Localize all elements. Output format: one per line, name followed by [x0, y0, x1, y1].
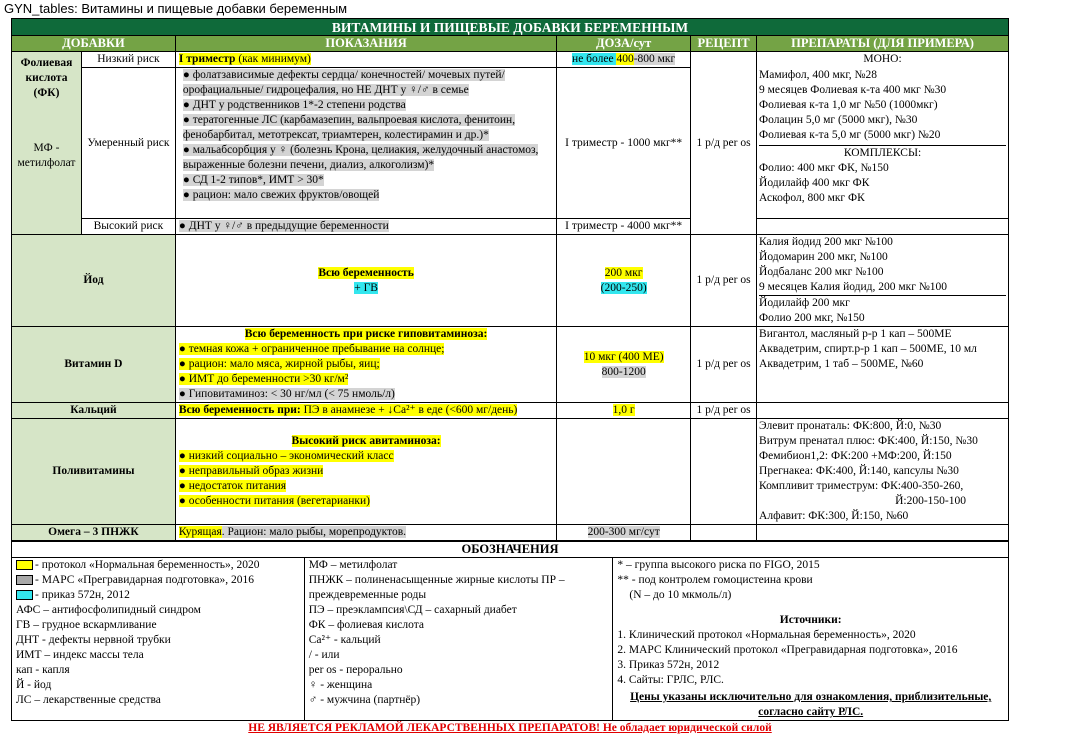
iodine-drugs [757, 235, 1009, 327]
legend-item: Ca²⁺ - кальций [308, 634, 381, 646]
legend-item: ГВ – грудное вскармливание [16, 619, 157, 631]
empty-cell [691, 525, 757, 541]
folic-mod-risk: Умеренный риск [81, 68, 175, 219]
drug-item: Фолиевая к-та 1,0 мг №50 (1000мкг) [759, 98, 938, 111]
omega-indication: Курящая. Рацион: мало рыбы, морепродуктов. [175, 525, 556, 541]
prices-note: Цены указаны исключительно для ознакомления, приблизительные, согласно сайту РЛС. [630, 691, 992, 718]
legend-table [11, 541, 1009, 721]
drug-item: Фолио: 400 мкг ФК, №150 [759, 161, 889, 174]
empty-cell [691, 419, 757, 525]
iodine-dose: 200 мкг (200-250) [557, 235, 691, 327]
gray-swatch [16, 575, 33, 585]
iodine-name: Йод [12, 235, 176, 327]
multi-name: Поливитамины [12, 419, 176, 525]
drug-item: 9 месяцев Фолиевая к-та 400 мкг №30 [759, 83, 947, 96]
drug-item: 9 месяцев Калия йодид, 200 мкг №100 [759, 280, 1006, 296]
folic-mod-item: ● фолатзависимые дефекты сердца/ конечностей/ мочевых путей/ орофациальные/ гидроцефалия, но НЕ ДНТ у ♀/♂ в семье [182, 69, 505, 96]
legend-item: ИМТ – индекс массы тела [16, 649, 144, 661]
folic-high-indication: ● ДНТ у ♀/♂ в предыдущие беременности [175, 219, 556, 235]
drug-item: Мамифол, 400 мкг, №28 [759, 68, 877, 81]
drug-item: Фолиевая к-та 5,0 мг (5000 мкг) №20 [759, 128, 941, 141]
main-table [11, 18, 1009, 541]
folic-high-dose: I триместр - 4000 мкг** [557, 219, 691, 235]
tab-title[interactable]: GYN_tables: Витамины и пищевые добавки беременным [4, 1, 348, 16]
legend-item: (N – до 10 мкмоль/л) [629, 589, 732, 601]
legend-col2 [304, 558, 613, 721]
vitd-drugs [757, 327, 1009, 403]
drug-item: Аквадетрим, спирт.р-р 1 кап – 500МЕ, 10 мл [759, 343, 977, 355]
header-supplements: ДОБАВКИ [12, 36, 176, 52]
page [11, 18, 1009, 736]
folic-mod-item: ● СД 1-2 типов*, ИМТ > 30* [182, 174, 324, 186]
folic-mod-item: ● тератогенные ЛС (карбамазепин, вальпроевая кислота, фенитоин, фенобарбитал, метотрексат, триамтерен, колестирамин и др.)* [182, 114, 516, 141]
vitd-recipe: 1 р/д per os [691, 327, 757, 403]
header-drugs: ПРЕПАРАТЫ (ДЛЯ ПРИМЕРА) [757, 36, 1009, 52]
drug-item: Элевит пронаталь: ФК:800, Й:0, №30 [759, 420, 942, 432]
cyan-swatch [16, 590, 33, 600]
drug-item: Аквадетрим, 1 таб – 500МЕ, №60 [759, 358, 924, 370]
footer-disclaimer: НЕ ЯВЛЯЕТСЯ РЕКЛАМОЙ ЛЕКАРСТВЕННЫХ ПРЕПАРАТОВ! Не обладает юридической силой [248, 722, 772, 734]
drug-item: Алфавит: ФК:300, Й:150, №60 [759, 510, 909, 522]
drug-item: Й:200-150-100 [895, 495, 966, 507]
iodine-recipe: 1 р/д per os [691, 235, 757, 327]
legend-item: ЛС – лекарственные средства [16, 694, 161, 706]
vitd-indication: Всю беременность при риске гиповитаминоза: ● темная кожа + ограниченное пребывание на солнце; ● рацион: мало мяса, жирной рыбы, яиц; ● ИМТ до беременности >30 кг/м² ● Гиповитаминоз: < 30 нг/мл (< 75 нмоль/л) [175, 327, 556, 403]
drug-item: Йодилайф 200 мкг [759, 297, 850, 309]
legend-item: - приказ 572н, 2012 [16, 588, 300, 603]
drug-item: Калия йодид 200 мкг №100 [759, 236, 893, 248]
folic-high-risk: Высокий риск [81, 219, 175, 235]
legend-item: - МАРС «Прегравидарная подготовка», 2016 [16, 573, 300, 588]
vitd-dose: 10 мкг (400 МЕ) 800-1200 [557, 327, 691, 403]
drug-item: Фолацин 5,0 мг (5000 мкг), №30 [759, 113, 918, 126]
folic-mod-item: ● рацион: мало свежих фруктов/овощей [182, 189, 380, 201]
folic-low-risk: Низкий риск [81, 52, 175, 68]
source-item: 1. Клинический протокол «Нормальная беременность», 2020 [617, 629, 916, 641]
drug-item: Вигантол, масляный р-р 1 кап – 500МЕ [759, 328, 952, 340]
header-dose: ДОЗА/сут [557, 36, 691, 52]
legend-item: * – группа высокого риска по FIGO, 2015 [617, 559, 820, 571]
drug-item: Фолио 200 мкг, №150 [759, 312, 865, 324]
header-recipe: РЕЦЕПТ [691, 36, 757, 52]
source-item: 2. МАРС Клинический протокол «Прегравидарная подготовка», 2016 [617, 644, 958, 656]
folic-alt: МФ - метилфолат [17, 142, 76, 169]
legend-item: ФК – фолиевая кислота [308, 619, 425, 631]
folic-mono-title: МОНО: [757, 52, 1009, 68]
sources-title: Источники: [779, 614, 842, 626]
legend-item: ДНТ - дефекты нервной трубки [16, 634, 171, 646]
multi-indication: Высокий риск авитаминоза: ● низкий социально – экономический класс ● неправильный образ жизни ● недостаток питания ● особенности питания (вегетарианки) [175, 419, 556, 525]
omega-name: Омега – 3 ПНЖК [12, 525, 176, 541]
legend-title: ОБОЗНАЧЕНИЯ [12, 542, 1009, 558]
legend-item: кап - капля [16, 664, 70, 676]
empty-cell [757, 403, 1009, 419]
folic-complex-title: КОМПЛЕКСЫ: [843, 146, 922, 159]
folic-drugs-cell [757, 68, 1009, 219]
header-indications: ПОКАЗАНИЯ [175, 36, 556, 52]
legend-col1 [12, 558, 305, 721]
empty-cell [757, 525, 1009, 541]
iodine-indication: Всю беременность + ГВ [175, 235, 556, 327]
calcium-dose: 1,0 г [557, 403, 691, 419]
folic-recipe: 1 р/д per os [691, 52, 757, 235]
drug-item: Компливит триместрум: ФК:400-350-260, [759, 480, 964, 492]
folic-name: Фолиевая кислота (ФК) [20, 57, 73, 99]
legend-item: АФС – антифосфолипидный синдром [16, 604, 201, 616]
legend-item: ♂ - мужчина (партнёр) [308, 694, 421, 706]
folic-low-dose: не более 400-800 мкг [557, 52, 691, 68]
legend-col3 [613, 558, 1009, 721]
legend-item: per os - перорально [308, 664, 403, 676]
legend-item: ПЭ – преэклампсия\СД – сахарный диабет [308, 604, 517, 616]
multi-drugs [757, 419, 1009, 525]
source-item: 4. Сайты: ГРЛС, РЛС. [617, 674, 724, 686]
legend-item: ПНЖК – полиненасыщенные жирные кислоты ПР – преждевременные роды [308, 574, 565, 601]
legend-item: / - или [308, 649, 340, 661]
drug-item: Йодбаланс 200 мкг №100 [759, 266, 884, 278]
empty-cell [757, 219, 1009, 235]
drug-item: Витрум пренатал плюс: ФК:400, Й:150, №30 [759, 435, 978, 447]
calcium-name: Кальций [12, 403, 176, 419]
drug-item: Йодилайф 400 мкг ФК [759, 176, 870, 189]
source-item: 3. Приказ 572н, 2012 [617, 659, 720, 671]
folic-mod-item: ● мальабсорбция у ♀ (болезнь Крона, целиакия, желудочный анастомоз, выраженные болезни печени, диализ, алкоголизм)* [182, 144, 539, 171]
legend-item: - протокол «Нормальная беременность», 2020 [16, 558, 300, 573]
empty-cell [557, 419, 691, 525]
drug-item: Аскофол, 800 мкг ФК [759, 191, 865, 204]
drug-item: Фемибион1,2: ФК:200 +МФ:200, Й:150 [759, 450, 952, 462]
yellow-swatch [16, 560, 33, 570]
folic-name-cell [12, 52, 82, 235]
legend-item: ** - под контролем гомоцистеина крови [617, 574, 813, 586]
page-title: ВИТАМИНЫ И ПИЩЕВЫЕ ДОБАВКИ БЕРЕМЕННЫМ [12, 19, 1009, 36]
drug-item: Йодомарин 200 мкг, №100 [759, 251, 888, 263]
vitd-name: Витамин D [12, 327, 176, 403]
folic-mod-dose: I триместр - 1000 мкг** [557, 68, 691, 219]
calcium-indication: Всю беременность при: ПЭ в анамнезе + ↓Ca²⁺ в еде (<600 мг/день) [175, 403, 556, 419]
folic-low-indication: I триместр (как минимум) [175, 52, 556, 68]
drug-item: Прегнакеа: ФК:400, Й:140, капсулы №30 [759, 465, 959, 477]
legend-item: МФ – метилфолат [308, 559, 398, 571]
folic-mod-item: ● ДНТ у родственников 1*-2 степени родства [182, 99, 406, 111]
legend-item: Й - йод [16, 679, 52, 691]
omega-dose: 200-300 мг/сут [557, 525, 691, 541]
folic-mod-list [175, 68, 556, 219]
calcium-recipe: 1 р/д per os [691, 403, 757, 419]
legend-item: ♀ - женщина [308, 679, 373, 691]
